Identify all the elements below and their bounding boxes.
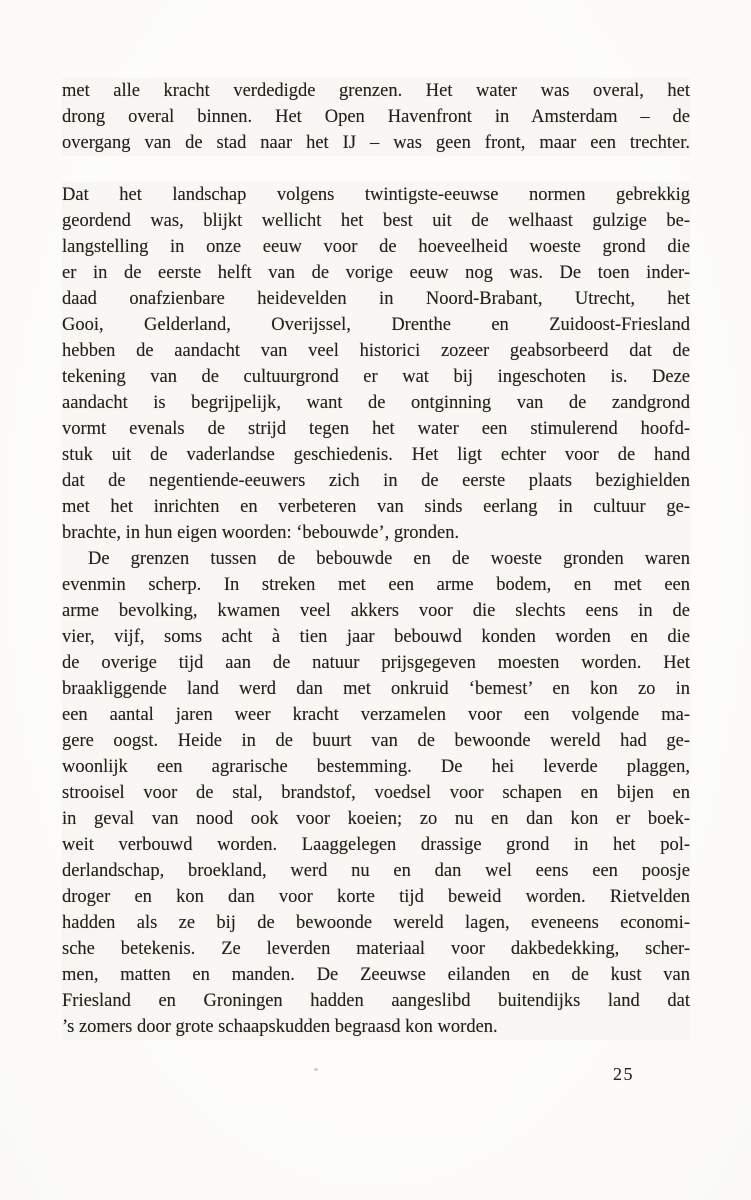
text-line: ’s zomers door grote schaapskudden begraasd kon worden.: [62, 1014, 690, 1040]
text-line: aandacht is begrijpelijk, want de ontginning van de zandgrond: [62, 390, 690, 416]
text-line: weit verbouwd worden. Laaggelegen drassige grond in het pol-: [62, 832, 690, 858]
text-line: brachte, in hun eigen woorden: ‘bebouwde’, gronden.: [62, 520, 690, 546]
paragraph: [62, 182, 690, 546]
text-line: er in de eerste helft van de vorige eeuw nog was. De toen inder-: [62, 260, 690, 286]
text-line: met alle kracht verdedigde grenzen. Het water was overal, het: [62, 78, 690, 104]
page-text: [62, 78, 690, 1040]
text-line: Gooi, Gelderland, Overijssel, Drenthe en Zuidoost-Friesland: [62, 312, 690, 338]
text-line: in geval van nood ook voor koeien; zo nu en dan kon er boek-: [62, 806, 690, 832]
text-line: daad onafzienbare heidevelden in Noord-Brabant, Utrecht, het: [62, 286, 690, 312]
text-line: geordend was, blijkt wellicht het best uit de welhaast gulzige be-: [62, 208, 690, 234]
text-line: evenmin scherp. In streken met een arme bodem, en met een: [62, 572, 690, 598]
text-line: derlandschap, broekland, werd nu en dan wel eens een poosje: [62, 858, 690, 884]
text-line: drong overal binnen. Het Open Havenfront in Amsterdam – de: [62, 104, 690, 130]
text-line: men, matten en manden. De Zeeuwse eilanden en de kust van: [62, 962, 690, 988]
text-line: tekening van de cultuurgrond er wat bij ingeschoten is. Deze: [62, 364, 690, 390]
text-line: de overige tijd aan de natuur prijsgegeven moesten worden. Het: [62, 650, 690, 676]
text-line: Friesland en Groningen hadden aangeslibd buitendijks land dat: [62, 988, 690, 1014]
text-line: een aantal jaren weer kracht verzamelen voor een volgende ma-: [62, 702, 690, 728]
text-line: dat de negentiende-eeuwers zich in de eerste plaats bezighielden: [62, 468, 690, 494]
text-line: overgang van de stad naar het IJ – was geen front, maar een trechter.: [62, 130, 690, 156]
page-number: 25: [613, 1064, 634, 1084]
text-line: hadden als ze bij de bewoonde wereld lagen, eveneens economi-: [62, 910, 690, 936]
text-line: vormt evenals de strijd tegen het water een stimulerend hoofd-: [62, 416, 690, 442]
text-line: droger en kon dan voor korte tijd beweid worden. Rietvelden: [62, 884, 690, 910]
text-line: sche betekenis. Ze leverden materiaal voor dakbedekking, scher-: [62, 936, 690, 962]
text-line: stuk uit de vaderlandse geschiedenis. Het ligt echter voor de hand: [62, 442, 690, 468]
text-line: vier, vijf, soms acht à tien jaar bebouwd konden worden en die: [62, 624, 690, 650]
text-line: arme bevolking, kwamen veel akkers voor die slechts eens in de: [62, 598, 690, 624]
paragraph: [62, 546, 690, 1040]
text-line: braakliggende land werd dan met onkruid ‘bemest’ en kon zo in: [62, 676, 690, 702]
text-line: met het inrichten en verbeteren van sinds eerlang in cultuur ge-: [62, 494, 690, 520]
text-line: langstelling in onze eeuw voor de hoeveelheid woeste grond die: [62, 234, 690, 260]
paragraph: [62, 78, 690, 156]
text-line: woonlijk een agrarische bestemming. De hei leverde plaggen,: [62, 754, 690, 780]
text-line: strooisel voor de stal, brandstof, voedsel voor schapen en bijen en: [62, 780, 690, 806]
text-line: Dat het landschap volgens twintigste-eeuwse normen gebrekkig: [62, 182, 690, 208]
text-line: hebben de aandacht van veel historici zozeer geabsorbeerd dat de: [62, 338, 690, 364]
text-line: De grenzen tussen de bebouwde en de woeste gronden waren: [62, 546, 690, 572]
text-line: gere oogst. Heide in de buurt van de bewoonde wereld had ge-: [62, 728, 690, 754]
